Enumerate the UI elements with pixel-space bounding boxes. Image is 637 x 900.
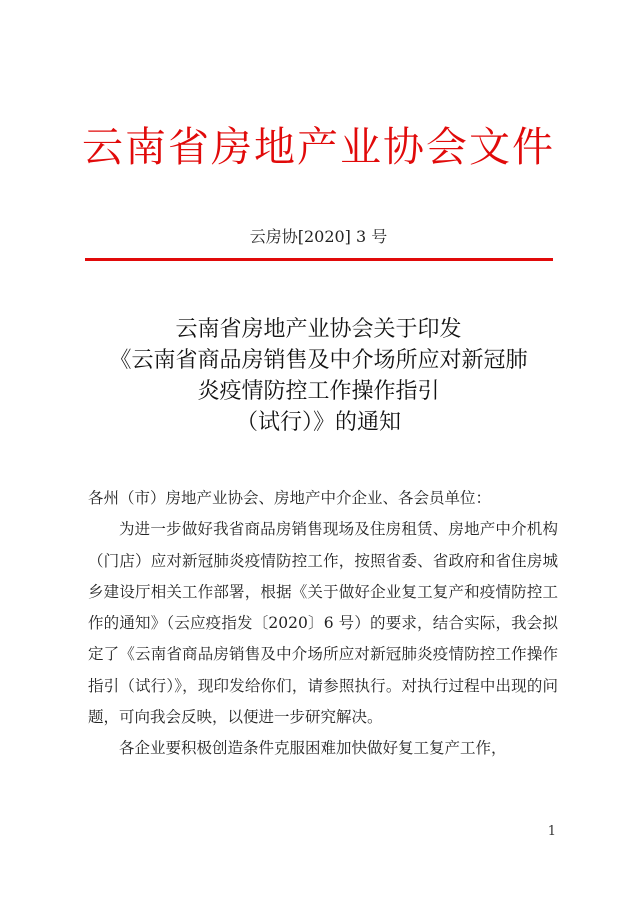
title-line-4: （试行）》的通知 xyxy=(235,410,401,435)
title-line-1: 云南省房地产业协会关于印发 xyxy=(175,317,462,342)
salutation: 各州（市）房地产业协会、房地产中介企业、各会员单位： xyxy=(88,489,492,507)
notice-title xyxy=(60,314,577,438)
document-number: 云房协[2020] 3 号 xyxy=(249,227,388,246)
title-line-3: 炎疫情防控工作操作指引 xyxy=(197,379,440,404)
red-divider-line xyxy=(85,258,553,261)
page-number: 1 xyxy=(547,824,556,839)
notice-body xyxy=(88,483,558,765)
masthead-title: 云南省房地产业协会文件 xyxy=(82,123,555,171)
body-paragraph-2: 各企业要积极创造条件克服困难加快做好复工复产工作， xyxy=(119,739,507,758)
title-line-2: 《云南省商品房销售及中介场所应对新冠肺 xyxy=(109,348,528,373)
body-paragraph-1: 为进一步做好我省商品房销售现场及住房租赁、房地产中介机构（门店）应对新冠肺炎疫情防控工作，按照省委、省政府和省住房城乡建设厅相关工作部署，根据《关于做好企业复工复产和疫情防控工作的通知》（云应疫指发〔2020〕6 号）的要求，结合实际，我会拟定了《云南省商品房销售及中介场所应对新冠肺炎疫情防控工作操作指引（试行）》，现印发给你们，请参照执行。对执行过程中出现的问题，可向我会反映，以便进一步研究解决。 xyxy=(88,520,558,727)
